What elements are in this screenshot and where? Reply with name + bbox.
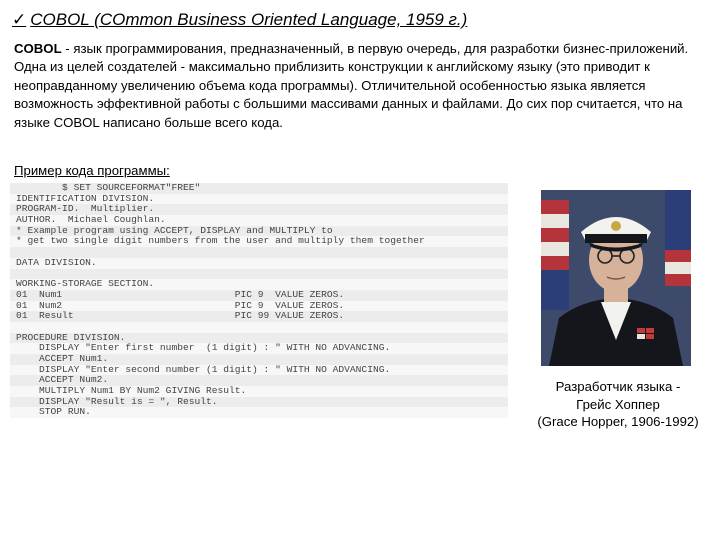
description-term: COBOL — [14, 41, 62, 56]
code-line: DISPLAY "Enter second number (1 digit) : " WITH NO ADVANCING. — [10, 365, 508, 376]
code-line: 01 Num1 PIC 9 VALUE ZEROS. — [10, 290, 508, 301]
code-line: * Example program using ACCEPT, DISPLAY and MULTIPLY to — [10, 226, 508, 237]
code-line: 01 Result PIC 99 VALUE ZEROS. — [10, 311, 508, 322]
flag-left — [541, 200, 569, 310]
code-line: AUTHOR. Michael Coughlan. — [10, 215, 508, 226]
code-line: IDENTIFICATION DIVISION. — [10, 194, 508, 205]
caption-line-3: (Grace Hopper, 1906-1992) — [537, 414, 699, 429]
portrait-photo — [541, 190, 691, 366]
description-text: - язык программирования, предназначенный, в первую очередь, для разработки бизнес-приложений. Одна из целей создателей - максимально приблизить конструкции к английскому языку (это приводит к неоправданному увеличению объема кода программы). Отличительной особенностью языка является возможность эффективной работы с большими массивами данных и файлами. До сих пор считается, что на языке COBOL написано больше всего кода. — [14, 41, 689, 130]
grace-hopper-portrait — [541, 190, 691, 366]
code-line — [10, 247, 508, 258]
slide-title — [12, 10, 467, 30]
flag-right — [665, 190, 691, 286]
check-icon: ✓ — [12, 10, 27, 29]
code-line: WORKING-STORAGE SECTION. — [10, 279, 508, 290]
caption-line-2: Грейс Хоппер — [576, 396, 660, 412]
code-line: * get two single digit numbers from the user and multiply them together — [10, 236, 508, 247]
code-line: DISPLAY "Enter first number (1 digit) : " WITH NO ADVANCING. — [10, 343, 508, 354]
code-line: 01 Num2 PIC 9 VALUE ZEROS. — [10, 301, 508, 312]
code-line: ACCEPT Num1. — [10, 354, 508, 365]
code-line: PROCEDURE DIVISION. — [10, 333, 508, 344]
code-line: DISPLAY "Result is = ", Result. — [10, 397, 508, 408]
code-line — [10, 269, 508, 280]
caption-line-1: Разработчик языка - — [555, 379, 681, 394]
code-line: MULTIPLY Num1 BY Num2 GIVING Result. — [10, 386, 508, 397]
description-paragraph — [14, 40, 710, 132]
code-line: DATA DIVISION. — [10, 258, 508, 269]
slide-title-text: COBOL (COmmon Business Oriented Language, 1959 г.) — [30, 10, 468, 29]
code-line: ACCEPT Num2. — [10, 375, 508, 386]
code-line: $ SET SOURCEFORMAT"FREE" — [10, 183, 508, 194]
code-listing — [10, 183, 508, 418]
code-example-label: Пример кода программы: — [14, 163, 170, 178]
photo-caption — [528, 378, 708, 431]
code-line: STOP RUN. — [10, 407, 508, 418]
code-line — [10, 322, 508, 333]
code-line: PROGRAM-ID. Multiplier. — [10, 204, 508, 215]
